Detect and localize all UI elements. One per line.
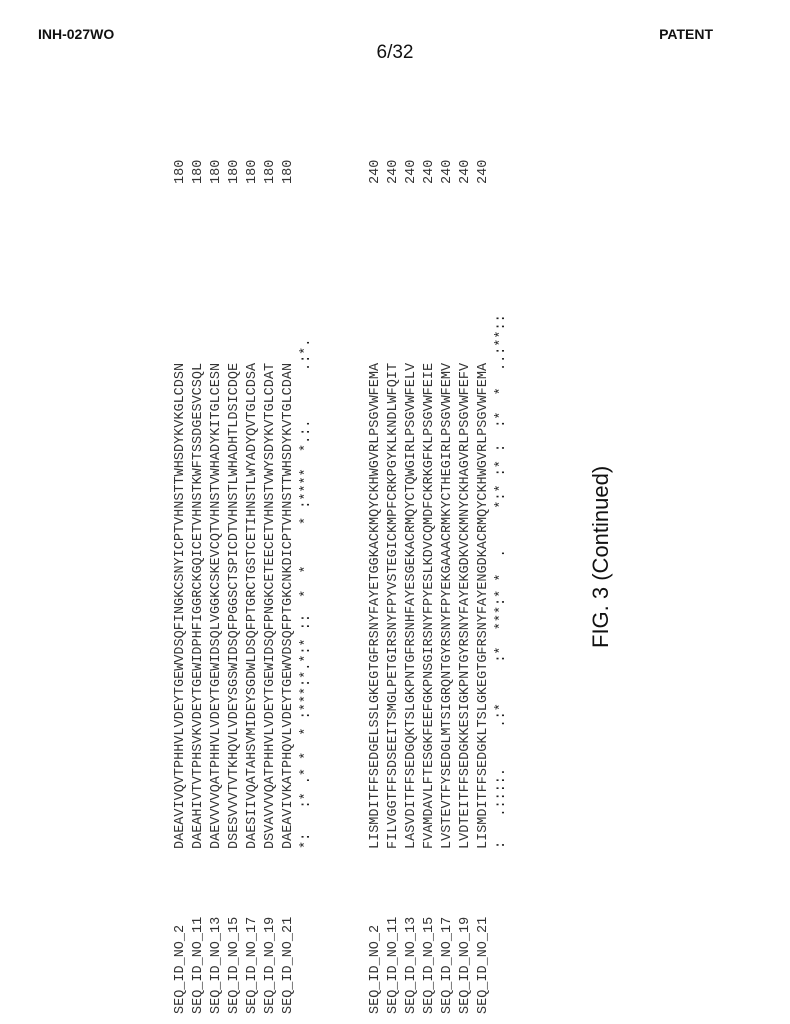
alignment-row — [385, 84, 403, 1014]
consensus-row — [493, 84, 511, 1014]
sequence-id: SEQ_ID_NO_17 — [440, 916, 455, 1014]
alignment-row — [244, 84, 262, 1014]
alignment-block-2 — [367, 84, 511, 1014]
sequence-residues: DAEAVIVQVTPHHVLVDEYTGEWVDSQFINGKCSNYICPTVHNSTTWHSDYKVKGLCDSN — [173, 362, 188, 849]
sequence-position: 180 — [245, 159, 260, 184]
sequence-id: SEQ_ID_NO_15 — [422, 916, 437, 1014]
figure-caption: FIG. 3 (Continued) — [588, 465, 613, 648]
sequence-residues: LISMDITFFSEDGKLTSLGKEGTGFRSNYFAYENGDKACRMQYCKHWGVRLPSGVWFEMA — [476, 362, 491, 849]
alignment-block-1 — [172, 84, 316, 1014]
sequence-residues: DAESIIVQATAHSVMIDEYSGDWLDSQFPTGRCTGSTCETIHNSTLWYADYQVTGLCDSA — [245, 362, 260, 849]
sequence-position: 240 — [440, 159, 455, 184]
sequence-id: SEQ_ID_NO_2 — [368, 924, 383, 1014]
docket-number: INH-027WO — [38, 26, 115, 42]
sequence-id: SEQ_ID_NO_19 — [263, 916, 278, 1014]
sequence-id: SEQ_ID_NO_11 — [191, 916, 206, 1014]
sequence-id: SEQ_ID_NO_21 — [281, 916, 296, 1014]
sequence-position: 180 — [209, 159, 224, 184]
page-number: 6/32 — [376, 42, 414, 63]
sequence-id: SEQ_ID_NO_15 — [227, 916, 242, 1014]
alignment-row — [475, 84, 493, 1014]
sequence-id: SEQ_ID_NO_21 — [476, 916, 491, 1014]
sequence-residues: LASVDITFFSEDGQKTSLGKPNTGFRSNHFAYESGEKACRMQYCTQWGIRLPSGVWFELV — [404, 362, 419, 849]
alignment-row — [421, 84, 439, 1014]
sequence-position: 240 — [476, 159, 491, 184]
sequence-position: 240 — [386, 159, 401, 184]
consensus-row — [298, 84, 316, 1014]
consensus-symbols: *: :* .* * * :***:*.*:* :: * * * :**** *.:. .:*. — [299, 338, 314, 849]
alignment-row — [457, 84, 475, 1014]
sequence-position: 240 — [404, 159, 419, 184]
sequence-position: 180 — [281, 159, 296, 184]
sequence-id: SEQ_ID_NO_2 — [173, 924, 188, 1014]
alignment-row — [226, 84, 244, 1014]
sequence-residues: DAEVVVVQATPHHVLVDEYTGEWIDSQLVGGKCSKEVCQTVHNSTVWHADYKITGLCESN — [209, 362, 224, 849]
sequence-position: 180 — [263, 159, 278, 184]
sequence-position: 240 — [422, 159, 437, 184]
sequence-residues: FILVGGTFFSDSEEITSMGLPETGIRSNYFPYVSTEGICKMPFCRKPGYKLKNDLWFQIT — [386, 362, 401, 849]
sequence-id: SEQ_ID_NO_13 — [404, 916, 419, 1014]
alignment-row — [367, 84, 385, 1014]
sequence-residues: DSVAVVVQATPHHVLVDEYTGEWIDSQFPNGKCETEECETVHNSTVWYSDYKVTGLCDAT — [263, 362, 278, 849]
alignment-row — [262, 84, 280, 1014]
consensus-symbols: : .::::. .:* :* ***:* * . *:* :* : :* * ..:**:: — [494, 314, 509, 849]
alignment-row — [208, 84, 226, 1014]
sequence-residues: DAEAVIVKATPHQVLVDEYTGEWVDSQFPTGKCNKDICPTVHNSTTWHSDYKVTGLCDAN — [281, 362, 296, 849]
alignment-row — [280, 84, 298, 1014]
sequence-position: 180 — [227, 159, 242, 184]
sequence-id: SEQ_ID_NO_13 — [209, 916, 224, 1014]
alignment-row — [403, 84, 421, 1014]
alignment-row — [172, 84, 190, 1014]
sequence-position: 180 — [191, 159, 206, 184]
sequence-residues: DSESVVVTVTKHQVLVDEYSGSWIDSQFPGGSCTSPICDTVHNSTLWHADHTLDSICDQE — [227, 362, 242, 849]
sequence-id: SEQ_ID_NO_17 — [245, 916, 260, 1014]
sequence-residues: FVAMDAVLFTESGKFEEFGKPNSGIRSNYFPYESLKDVCQMDFCKRKGFKLPSGVWFEIE — [422, 362, 437, 849]
sequence-residues: LISMDITFFSEDGELSSLGKEGTGFRSNYFAYETGGKACKMQYCKHWGVRLPSGVWFEMA — [368, 362, 383, 849]
sequence-residues: LVSTEVTFYSEDGLMTSIGRQNTGYRSNYFPYEKGAAACRMKYCTHEGIRLPSGVWFEMV — [440, 362, 455, 849]
alignment-row — [190, 84, 208, 1014]
sequence-position: 180 — [173, 159, 188, 184]
alignment-row — [439, 84, 457, 1014]
sequence-id: SEQ_ID_NO_11 — [386, 916, 401, 1014]
sequence-residues: DAEAHIVTVTPHSVKVDEYTGEWIDPHFIGGRCKGQICETVHNSTKWFTSSDGESVCSQL — [191, 362, 206, 849]
sequence-id: SEQ_ID_NO_19 — [458, 916, 473, 1014]
patent-label: PATENT — [659, 26, 713, 42]
sequence-position: 240 — [368, 159, 383, 184]
sequence-alignment — [172, 84, 527, 1014]
sequence-residues: LVDTEITFFSEDGKKESIGKPNTGYRSNYFAYEKGDKVCKMNYCKHAGVRLPSGVWFEFV — [458, 362, 473, 849]
sequence-position: 240 — [458, 159, 473, 184]
